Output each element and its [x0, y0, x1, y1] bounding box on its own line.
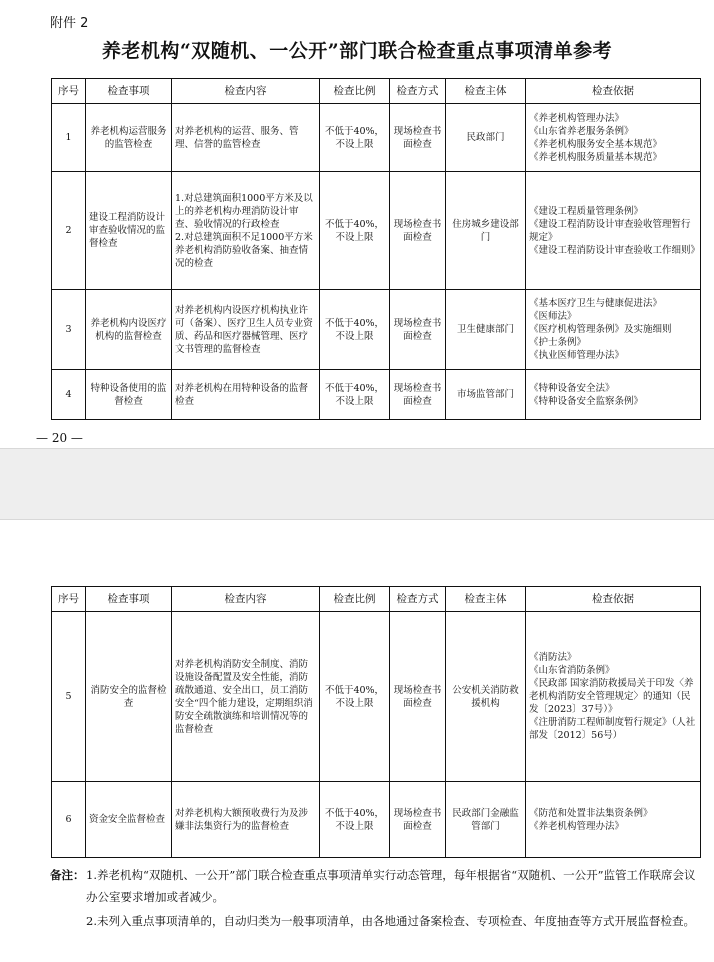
table-row	[52, 172, 701, 290]
row-ratio: 不低于40%，不设上限	[320, 612, 390, 782]
header-no: 序号	[52, 587, 86, 612]
row-ratio: 不低于40%，不设上限	[320, 782, 390, 858]
row-content	[172, 172, 320, 290]
row-basis	[526, 104, 701, 172]
row-no: 5	[52, 612, 86, 782]
table-row	[52, 612, 701, 782]
header-subject: 检查主体	[446, 587, 526, 612]
remarks-label: 备注：	[50, 868, 85, 882]
row-content	[172, 370, 320, 420]
table-row	[52, 370, 701, 420]
page-number: — 20 —	[36, 431, 83, 445]
basis-line: 《医疗机构管理条例》及实施细则	[529, 324, 672, 335]
header-method: 检查方式	[390, 587, 446, 612]
page-one	[0, 0, 714, 448]
basis-line: 《山东省消防条例》	[529, 665, 615, 676]
document-title: 养老机构“双随机、一公开”部门联合检查重点事项清单参考	[101, 40, 613, 62]
remark-item: 1.养老机构“双随机、一公开”部门联合检查重点事项清单实行动态管理，每年根据省“双随机、一公开”监管工作联席会议办公室要求增加或者减少。	[86, 868, 696, 904]
basis-line: 《消防法》	[529, 652, 577, 663]
basis-line: 《护士条例》	[529, 337, 587, 348]
remark-item: 2.未列入重点事项清单的，自动归类为一般事项清单，由各地通过备案检查、专项检查、年度抽查等方式开展监督检查。	[86, 914, 695, 928]
row-subject: 民政部门金融监管部门	[446, 782, 526, 858]
header-content: 检查内容	[172, 79, 320, 104]
content-line: 1.对总建筑面积1000平方米及以上的养老机构办理消防设计审查、验收情况的行政检查	[175, 192, 313, 230]
row-no: 6	[52, 782, 86, 858]
basis-line: 《防范和处置非法集资条例》	[529, 807, 653, 819]
row-basis	[526, 172, 701, 290]
basis-line: 《养老机构管理办法》	[529, 820, 625, 832]
row-item: 建设工程消防设计审查验收情况的监督检查	[86, 172, 172, 290]
row-subject: 市场监管部门	[446, 370, 526, 420]
content-line: 对养老机构的运营、服务、管理、信誉的监管检查	[175, 125, 299, 150]
header-basis: 检查依据	[526, 587, 701, 612]
content-line: 对养老机构大额预收费行为及涉嫌非法集资行为的监督检查	[175, 807, 309, 832]
row-subject: 住房城乡建设部门	[446, 172, 526, 290]
row-content	[172, 104, 320, 172]
row-subject: 民政部门	[446, 104, 526, 172]
row-basis	[526, 370, 701, 420]
basis-line: 《执业医师管理办法》	[529, 350, 625, 361]
row-ratio: 不低于40%，不设上限	[320, 370, 390, 420]
basis-line: 《山东省养老服务条例》	[529, 125, 634, 137]
basis-line: 《特种设备安全监察条例》	[529, 395, 644, 407]
header-method: 检查方式	[390, 79, 446, 104]
row-content	[172, 782, 320, 858]
table-header-row	[52, 587, 701, 612]
table-row	[52, 782, 701, 858]
row-method: 现场检查书面检查	[390, 612, 446, 782]
table-row	[52, 104, 701, 172]
basis-line: 《养老机构服务质量基本规范》	[529, 151, 663, 163]
row-method: 现场检查书面检查	[390, 370, 446, 420]
basis-line: 《建设工程消防设计审查验收管理暂行规定》	[529, 218, 691, 243]
row-item: 养老机构运营服务的监管检查	[86, 104, 172, 172]
basis-line: 《养老机构管理办法》	[529, 112, 625, 124]
content-line: 对养老机构消防安全制度、消防设施设备配置及安全性能，消防疏散通道、安全出口，员工消防安全“四个能力建设，定期组织消防安全疏散演练和培训情况等的监督检查	[175, 658, 313, 735]
annex-label: 附件 2	[50, 16, 89, 31]
page-two	[0, 520, 714, 962]
basis-line: 《民政部 国家消防救援局关于印发〈养老机构消防安全管理规定〉的通知（民发〔2023〕37号）》	[529, 678, 694, 715]
row-item: 消防安全的监督检查	[86, 612, 172, 782]
row-item: 特种设备使用的监督检查	[86, 370, 172, 420]
header-item: 检查事项	[86, 587, 172, 612]
row-no: 3	[52, 290, 86, 370]
row-basis	[526, 612, 701, 782]
row-method: 现场检查书面检查	[390, 290, 446, 370]
header-no: 序号	[52, 79, 86, 104]
row-basis	[526, 290, 701, 370]
row-item: 资金安全监督检查	[86, 782, 172, 858]
table-header-row	[52, 79, 701, 104]
checklist-table-part-1	[51, 78, 701, 420]
row-ratio: 不低于40%，不设上限	[320, 172, 390, 290]
header-item: 检查事项	[86, 79, 172, 104]
row-no: 1	[52, 104, 86, 172]
header-subject: 检查主体	[446, 79, 526, 104]
basis-line: 《特种设备安全法》	[529, 382, 615, 394]
row-basis	[526, 782, 701, 858]
basis-line: 《建设工程消防设计审查验收工作细则》	[529, 244, 701, 256]
checklist-table-part-2	[51, 586, 701, 858]
basis-line: 《医师法》	[529, 311, 577, 322]
header-ratio: 检查比例	[320, 79, 390, 104]
header-basis: 检查依据	[526, 79, 701, 104]
row-content	[172, 290, 320, 370]
row-subject: 公安机关消防救援机构	[446, 612, 526, 782]
basis-line: 《养老机构服务安全基本规范》	[529, 138, 663, 150]
basis-line: 《建设工程质量管理条例》	[529, 205, 644, 217]
row-item: 养老机构内设医疗机构的监督检查	[86, 290, 172, 370]
row-subject: 卫生健康部门	[446, 290, 526, 370]
row-method: 现场检查书面检查	[390, 172, 446, 290]
header-content: 检查内容	[172, 587, 320, 612]
content-line: 对养老机构内设医疗机构执业许可（备案）、医疗卫生人员专业资质、药品和医疗器械管理、医疗文书管理的监督检查	[175, 304, 313, 355]
header-ratio: 检查比例	[320, 587, 390, 612]
row-content	[172, 612, 320, 782]
row-no: 2	[52, 172, 86, 290]
content-line: 对养老机构在用特种设备的监督检查	[175, 382, 309, 407]
row-ratio: 不低于40%，不设上限	[320, 104, 390, 172]
row-ratio: 不低于40%，不设上限	[320, 290, 390, 370]
basis-line: 《基本医疗卫生与健康促进法》	[529, 298, 663, 309]
content-line: 2.对总建筑面积不足1000平方米养老机构消防验收备案、抽查情况的检查	[175, 231, 313, 269]
basis-line: 《注册消防工程师制度暂行规定》（人社部发〔2012〕56号）	[529, 717, 696, 741]
row-method: 现场检查书面检查	[390, 104, 446, 172]
row-method: 现场检查书面检查	[390, 782, 446, 858]
table-row	[52, 290, 701, 370]
row-no: 4	[52, 370, 86, 420]
page-separator	[0, 448, 714, 520]
